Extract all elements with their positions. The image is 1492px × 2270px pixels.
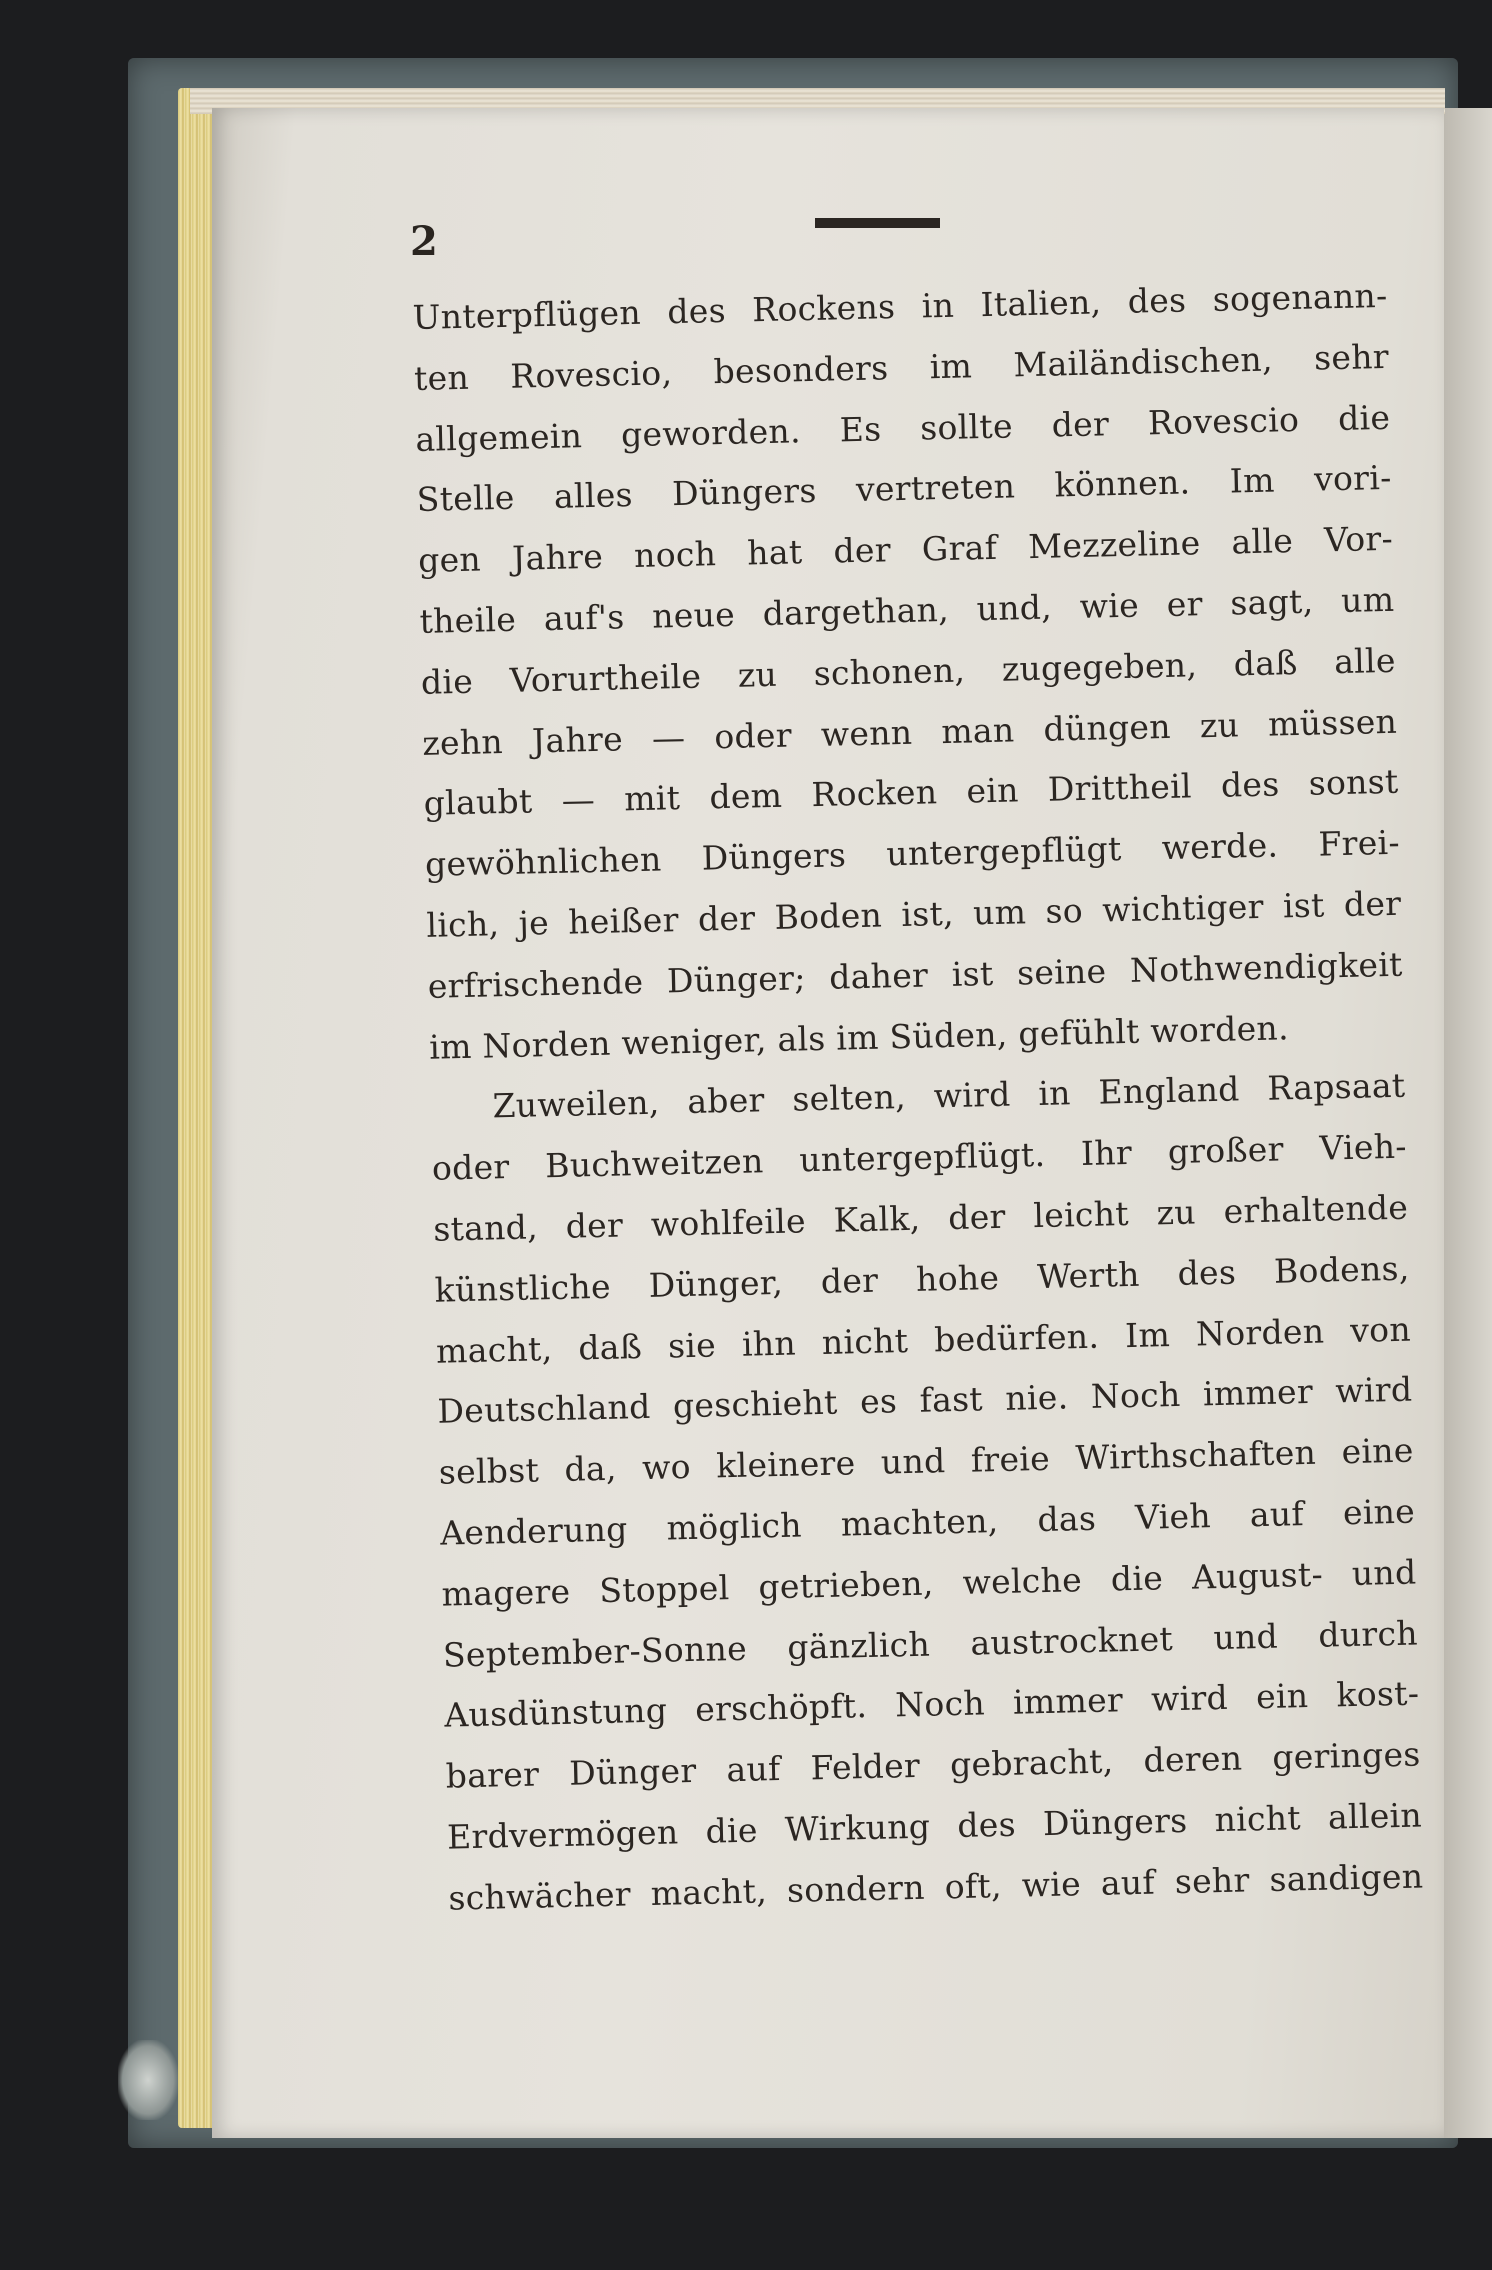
header-rule: [815, 218, 940, 228]
text-line: theile auf's neue dargethan, und, wie er sagt, um: [419, 579, 1395, 641]
text-line: Unterpflügen des Rockens in Italien, des sogenann-: [412, 275, 1388, 337]
text-line: erfrischende Dünger; daher ist seine Nothwendigkeit: [427, 944, 1404, 1006]
text-line: künstliche Dünger, der hohe Werth des Bodens,: [434, 1248, 1410, 1310]
text-line: ten Rovescio, besonders im Mailändischen, sehr: [413, 336, 1390, 398]
text-line: Zuweilen, aber selten, wird in England Rapsaat: [492, 1066, 1406, 1126]
text-line: magere Stoppel getrieben, welche die August- und: [441, 1552, 1417, 1614]
text-line: allgemein geworden. Es sollte der Rovescio die: [414, 397, 1391, 459]
facing-page-edge: [1444, 108, 1492, 2138]
text-line: macht, daß sie ihn nicht bedürfen. Im Norden von: [435, 1309, 1412, 1371]
text-line: zehn Jahre — oder wenn man düngen zu müssen: [421, 701, 1398, 763]
body-text: [412, 266, 1424, 1929]
text-line: oder Buchweitzen untergepflügt. Ihr großer Vieh-: [431, 1126, 1408, 1188]
text-line: Deutschland geschieht es fast nie. Noch immer wird: [437, 1369, 1413, 1432]
text-line: gewöhnlichen Düngers untergepflügt werde. Frei-: [424, 822, 1401, 885]
text-line: Ausdünstung erschöpft. Noch immer wird ein kost-: [443, 1673, 1420, 1735]
text-line: im Norden weniger, als im Süden, gefühlt worden.: [428, 1007, 1290, 1067]
worn-corner: [118, 2040, 178, 2120]
text-line: Stelle alles Düngers vertreten können. Im vori-: [416, 458, 1392, 520]
text-line: gen Jahre noch hat der Graf Mezzeline alle Vor-: [417, 519, 1394, 581]
text-line: glaubt — mit dem Rocken ein Drittheil des sonst: [423, 762, 1399, 824]
text-line: Aenderung möglich machten, das Vieh auf eine: [439, 1491, 1416, 1553]
text-line: schwächer macht, sondern oft, wie auf sehr sandigen: [448, 1856, 1424, 1918]
text-line: lich, je heißer der Boden ist, um so wichtiger ist der: [426, 883, 1402, 945]
text-line: die Vorurtheile zu schonen, zugegeben, daß alle: [420, 640, 1397, 702]
text-line: selbst da, wo kleinere und freie Wirthschaften eine: [438, 1430, 1415, 1492]
text-line: September-Sonne gänzlich austrocknet und durch: [442, 1613, 1419, 1675]
text-line: barer Dünger auf Felder gebracht, deren geringes: [445, 1734, 1421, 1796]
page-number: 2: [410, 218, 438, 265]
text-line: stand, der wohlfeile Kalk, der leicht zu erhaltende: [432, 1187, 1409, 1249]
text-line: Erdvermögen die Wirkung des Düngers nicht allein: [446, 1795, 1423, 1857]
